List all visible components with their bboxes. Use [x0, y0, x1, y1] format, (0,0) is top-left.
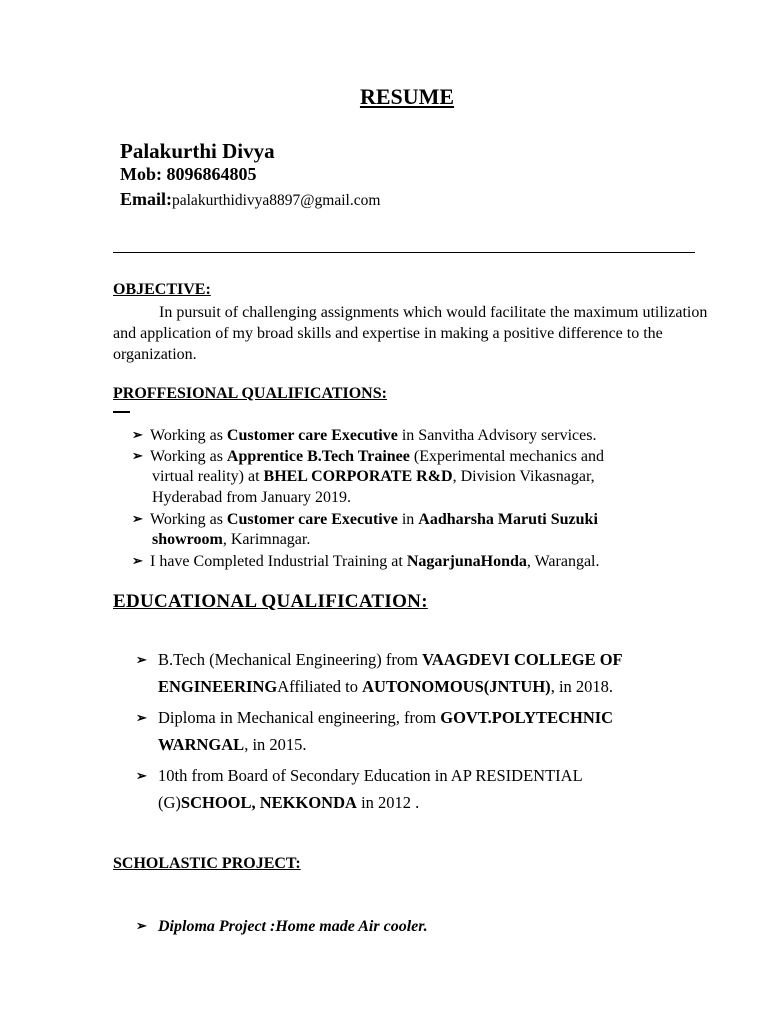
- objective-body: In pursuit of challenging assignments which would facilitate the maximum utilization and application of my broad skills and expertise in making a positive difference to the organization.: [113, 304, 708, 363]
- arrow-bullet-icon: ➢: [132, 511, 143, 526]
- arrow-bullet-icon: ➢: [136, 768, 147, 783]
- list-item-continued: WARNGAL, in 2015.: [158, 735, 307, 754]
- arrow-bullet-icon: ➢: [132, 448, 143, 463]
- list-item-continued: Hyderabad from January 2019.: [152, 489, 352, 506]
- list-item: ➢ I have Completed Industrial Training at NagarjunaHonda, Warangal.: [132, 550, 600, 572]
- education-heading: EDUCATIONAL QUALIFICATION:: [113, 591, 428, 612]
- list-item: ➢ Working as Customer care Executive in Sanvitha Advisory services.: [132, 424, 596, 446]
- email-line: [120, 189, 380, 210]
- list-item-continued: virtual reality) at BHEL CORPORATE R&D, Division Vikasnagar,: [152, 468, 595, 485]
- arrow-bullet-icon: ➢: [132, 553, 143, 568]
- heading-dash: [113, 411, 130, 413]
- list-item: ➢ Diploma in Mechanical engineering, from GOVT.POLYTECHNIC: [136, 704, 613, 731]
- arrow-bullet-icon: ➢: [136, 710, 147, 725]
- list-item: ➢ B.Tech (Mechanical Engineering) from VAAGDEVI COLLEGE OF: [136, 646, 623, 673]
- project-heading: SCHOLASTIC PROJECT:: [113, 855, 301, 872]
- email-label: Email:: [120, 189, 172, 209]
- list-item-continued: ENGINEERINGAffiliated to AUTONOMOUS(JNTUH), in 2018.: [158, 677, 614, 696]
- project-item: Diploma Project :Home made Air cooler.: [158, 918, 428, 935]
- list-item: ➢ Working as Customer care Executive in Aadharsha Maruti Suzuki: [132, 508, 598, 530]
- professional-heading: PROFFESIONAL QUALIFICATIONS:: [113, 385, 387, 402]
- page-title: RESUME: [359, 84, 455, 109]
- email-value: palakurthidivya8897@gmail.com: [172, 192, 381, 209]
- list-item: [136, 918, 428, 936]
- divider-line: [113, 252, 695, 253]
- list-item-continued: showroom, Karimnagar.: [152, 531, 311, 548]
- mobile-number: Mob: 8096864805: [120, 164, 257, 184]
- arrow-bullet-icon: ➢: [136, 918, 147, 933]
- list-item: ➢ Working as Apprentice B.Tech Trainee (Experimental mechanics and: [132, 445, 604, 467]
- objective-heading: OBJECTIVE:: [113, 281, 211, 298]
- list-item-continued: (G)SCHOOL, NEKKONDA in 2012 .: [158, 793, 420, 812]
- arrow-bullet-icon: ➢: [136, 652, 147, 667]
- arrow-bullet-icon: ➢: [132, 427, 143, 442]
- list-item: ➢ 10th from Board of Secondary Education in AP RESIDENTIAL: [136, 762, 583, 789]
- candidate-name: Palakurthi Divya: [120, 139, 275, 163]
- objective-text: [113, 302, 713, 365]
